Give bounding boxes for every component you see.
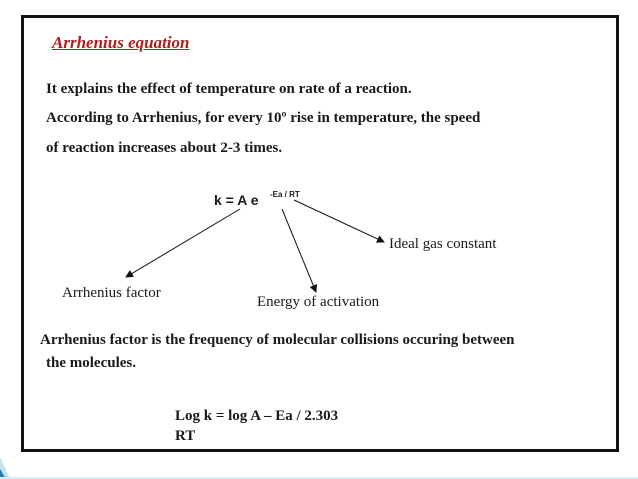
label-arrhenius-factor: Arrhenius factor <box>62 285 161 301</box>
label-gas-constant: Ideal gas constant <box>389 236 497 252</box>
arrow-to-activation-energy <box>282 209 316 292</box>
intro-line-3: of reaction increases about 2-3 times. <box>46 140 283 156</box>
equation-exponent: -Ea / RT <box>270 190 300 199</box>
intro-line-1: It explains the effect of temperature on rate of a reaction. <box>46 81 412 97</box>
arrow-to-gas-constant <box>294 200 384 242</box>
slide-title: Arrhenius equation <box>52 33 190 52</box>
definition-line-2: the molecules. <box>46 355 136 371</box>
intro-line-2: According to Arrhenius, for every 10º rise in temperature, the speed <box>46 110 481 126</box>
log-equation-line-1: Log k = log A – Ea / 2.303 <box>175 408 339 424</box>
log-equation-line-2: RT <box>175 428 196 444</box>
definition-line-1: Arrhenius factor is the frequency of molecular collisions occuring between <box>40 332 515 348</box>
equation-main: k = A e <box>214 192 259 208</box>
label-activation-energy: Energy of activation <box>257 294 380 310</box>
corner-decoration <box>0 439 638 479</box>
arrow-to-arrhenius-factor <box>126 209 240 277</box>
